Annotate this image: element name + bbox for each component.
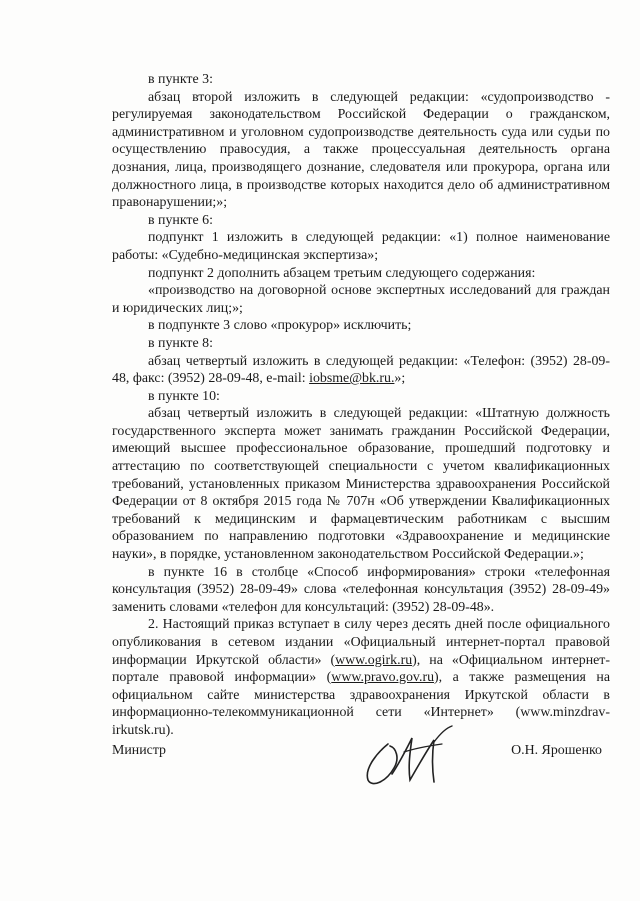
signature-block xyxy=(112,740,610,800)
paragraph-item-8-header: в пункте 8: xyxy=(148,335,213,351)
paragraph-subitem-1: подпункт 1 изложить в следующей редакции: «1) полное наименование работы: «Судебно-медицинская экспертиза»; xyxy=(112,230,610,263)
link-0[interactable]: www.ogirk.ru xyxy=(335,652,413,668)
document-body xyxy=(112,71,610,740)
signatory-name: О.Н. Ярошенко xyxy=(511,743,602,758)
paragraph-contacts: абзац четвертый изложить в следующей редакции: «Телефон: (3952) 28-09-48, факс: (3952) 28-09-48, e-mail: iobsme@bk.ru.»; xyxy=(112,353,610,387)
paragraph-court-definition: абзац второй изложить в следующей редакции: «судопроизводство - регулируемая законодательством Российской Федерации о гражданском, административном и уголовном судопроизводстве деятельность суда или судьи по осуществлению правосудия, а также процессуальная деятельность органа дознания, лица, производящего дознание, следователя или прокурора, органа или должностного лица, в производстве которых находится дело об административном правонарушении;»; xyxy=(112,89,610,211)
paragraph-effective-date: 2. Настоящий приказ вступает в силу через десять дней после официального опубликования в сетевом издании «Официальный интернет-портал правовой информации Иркутской области» (www.ogirk.ru), на «Официальном интернет-портале правовой информации» (www.pravo.gov.ru), а также размещения на официальном сайте министерства здравоохранения Иркутской области в информационно-телекоммуникационной сети «Интернет» (www.minzdrav-irkutsk.ru). xyxy=(112,617,611,738)
paragraph-subitem-3: в подпункте 3 слово «прокурор» исключить; xyxy=(148,318,412,334)
handwritten-signature xyxy=(356,722,466,794)
paragraph-item-10-header: в пункте 10: xyxy=(148,388,220,404)
paragraph-item-3-header: в пункте 3: xyxy=(148,72,213,87)
link-0[interactable]: iobsme@bk.ru. xyxy=(309,371,395,387)
paragraph-item-6-header: в пункте 6: xyxy=(148,212,213,228)
link-1[interactable]: www.pravo.gov.ru xyxy=(331,670,435,686)
paragraph-subitem-2: подпункт 2 дополнить абзацем третьим следующего содержания: xyxy=(148,265,536,281)
paragraph-expert-position: абзац четвертый изложить в следующей редакции: «Штатную должность государственного эксперта может занимать гражданин Российской Федерации, имеющий высшее профессиональное образование, прошедший подготовку и аттестацию по соответствующей специальности с учетом квалификационных требований, установленных приказом Министерства здравоохранения Российской Федерации от 8 октября 2015 года № 707н «Об утверждении Квалификационных требований к медицинским и фармацевтическим работникам с высшим образованием по направлению подготовки «Здравоохранение и медицинские науки», в порядке, установленном законодательством Российской Федерации.»; xyxy=(112,406,610,563)
paragraph-item-16: в пункте 16 в столбце «Способ информирования» строки «телефонная консультация (3952) 28-09-49» слова «телефонная консультация (3952) 28-09-49» заменить словами «телефон для консультаций: (3952) 28-09-48». xyxy=(112,564,610,615)
paragraph-contract-research: «производство на договорной основе экспертных исследований для граждан и юридических лиц;»; xyxy=(112,283,610,316)
signatory-title: Министр xyxy=(112,743,167,758)
